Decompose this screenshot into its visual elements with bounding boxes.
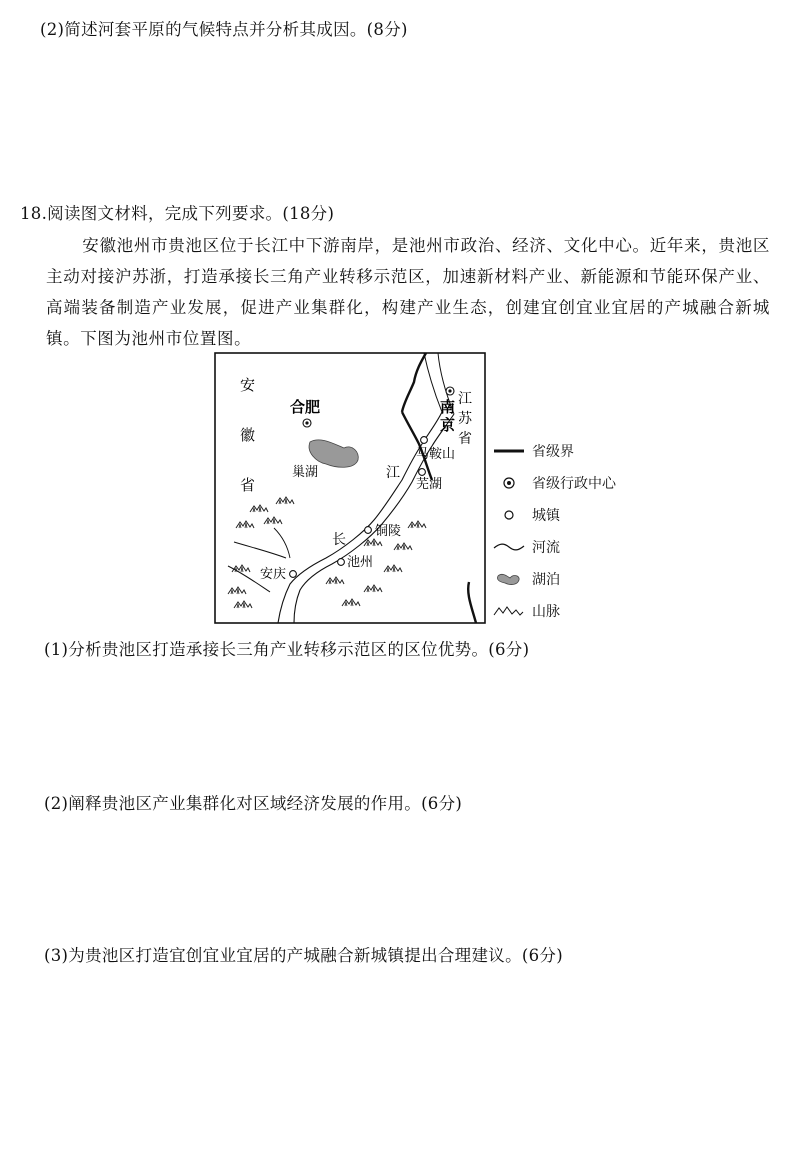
town-circle-icon <box>490 509 528 521</box>
label-anhui-3: 省 <box>240 476 256 494</box>
legend-item-town <box>490 505 560 525</box>
legend-label: 城镇 <box>532 508 560 524</box>
legend-label: 省级行政中心 <box>532 476 616 492</box>
legend-item-boundary <box>490 441 574 461</box>
label-jiangsu-1: 江 <box>458 391 472 407</box>
label-river-chang: 长 <box>332 532 346 548</box>
legend-item-mountain <box>490 601 560 621</box>
label-hefei: 合肥 <box>290 398 321 416</box>
provincial-capital-icon <box>490 476 528 490</box>
label-tongling: 铜陵 <box>375 524 402 539</box>
question-18-heading: 18.阅读图文材料，完成下列要求。(18分) <box>20 204 335 223</box>
label-chizhou: 池州 <box>347 555 374 570</box>
legend-item-lake <box>490 569 560 589</box>
maanshan-town-symbol <box>421 437 428 444</box>
legend-label: 省级界 <box>532 444 574 460</box>
label-nanjing-1: 南 <box>440 398 456 416</box>
label-river-jiang: 江 <box>386 465 400 481</box>
label-jiangsu-3: 省 <box>458 431 472 447</box>
chizhou-location-map <box>214 352 486 624</box>
label-anhui-2: 徽 <box>240 426 256 444</box>
legend-label: 湖泊 <box>532 572 560 588</box>
anqing-town-symbol <box>290 571 297 578</box>
label-maanshan: 马鞍山 <box>416 447 456 462</box>
label-chaohu: 巢湖 <box>292 465 319 480</box>
lake-shape-icon <box>490 570 528 588</box>
legend-item-river <box>490 537 560 557</box>
legend-item-capital <box>490 473 616 493</box>
label-jiangsu-2: 苏 <box>458 411 472 427</box>
hefei-capital-dot <box>305 421 308 424</box>
question-18-part-2: (2)阐释贵池区产业集群化对区域经济发展的作用。(6分) <box>44 794 463 813</box>
label-nanjing-2: 京 <box>440 416 456 434</box>
question-18-part-1: (1)分析贵池区打造承接长三角产业转移示范区的区位优势。(6分) <box>44 640 530 659</box>
map-legend <box>490 437 640 627</box>
question-17-part-2: (2)简述河套平原的气候特点并分析其成因。(8分) <box>40 20 408 39</box>
tongling-town-symbol <box>365 527 372 534</box>
nanjing-capital-dot <box>448 389 451 392</box>
question-18-part-3: (3)为贵池区打造宜创宜业宜居的产城融合新城镇提出合理建议。(6分) <box>44 946 563 965</box>
chizhou-town-symbol <box>338 559 345 566</box>
boundary-line-icon <box>490 448 528 454</box>
wuhu-town-symbol <box>419 469 426 476</box>
legend-label: 山脉 <box>532 604 560 620</box>
legend-label: 河流 <box>532 540 560 556</box>
river-wave-icon <box>490 542 528 552</box>
mountain-range-icon <box>490 605 528 617</box>
label-anhui-1: 安 <box>240 376 256 394</box>
label-wuhu: 芜湖 <box>416 477 443 492</box>
question-18-passage: 安徽池州市贵池区位于长江中下游南岸，是池州市政治、经济、文化中心。近年来，贵池区主动对接沪苏浙，打造承接长三角产业转移示范区，加速新材料产业、新能源和节能环保产业、高端装备制造产业发展，促进产业集群化，构建产业生态，创建宜创宜业宜居的产城融合新城镇。下图为池州市位置图。 <box>46 236 770 348</box>
label-anqing: 安庆 <box>260 567 287 582</box>
